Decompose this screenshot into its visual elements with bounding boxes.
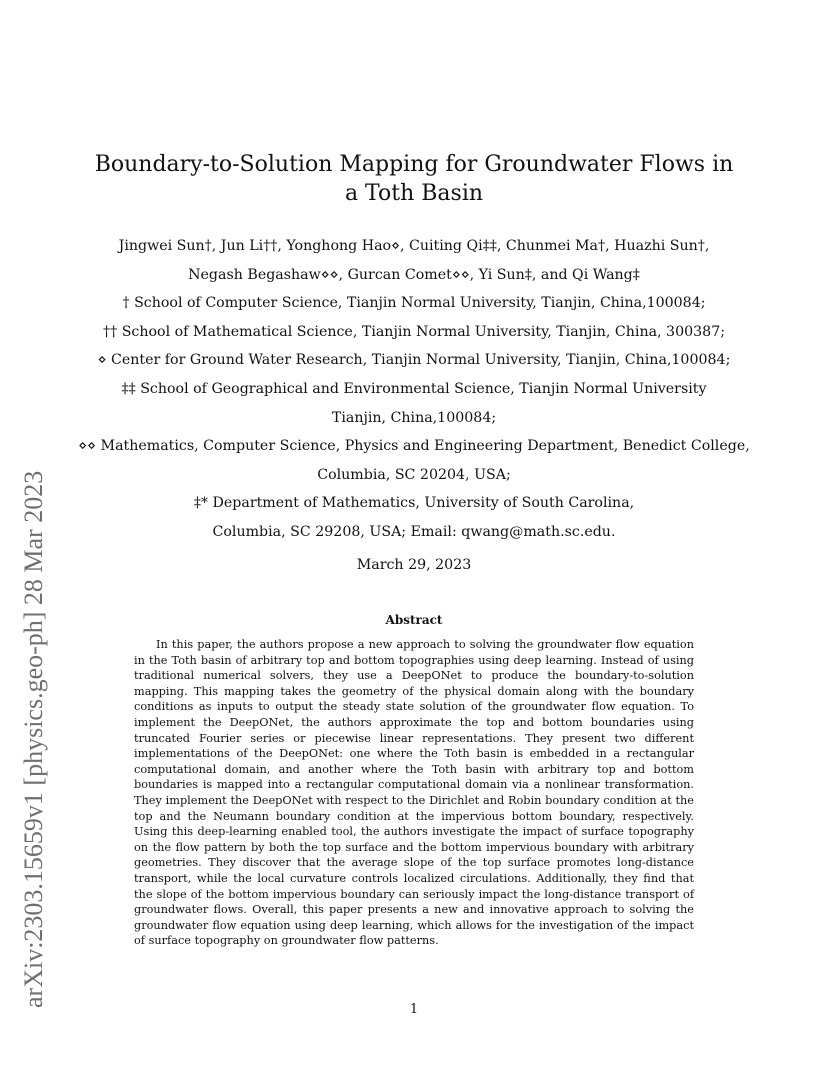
- front-matter: [70, 232, 758, 547]
- affiliation-line: †† School of Mathematical Science, Tianjin Normal University, Tianjin, China, 300387;: [103, 323, 725, 340]
- paper-date: March 29, 2023: [356, 557, 472, 573]
- abstract-text: In this paper, the authors propose a new approach to solving the groundwater flow equation in the Toth basin of arbitrary top and bottom topographies using deep learning. Instead of using traditional numerical solvers, they use a DeepONet to produce the boundary-to-solution mapping. This mapping takes the geometry of the physical domain along with the boundary conditions as inputs to output the steady state solution of the groundwater flow equation. To implement the DeepONet, the authors approximate the top and bottom boundaries using truncated Fourier series or piecewise linear representations. They present two different implementations of the DeepONet: one where the Toth basin is embedded in a rectangular computational domain, and another where the Toth basin with arbitrary top and bottom boundaries is mapped into a rectangular computational domain via a nonlinear transformation. They implement the DeepONet with respect to the Dirichlet and Robin boundary condition at the top and the Neumann boundary condition at the impervious bottom boundary, respectively. Using this deep-learning enabled tool, the authors investigate the impact of surface topography on the flow pattern by both the top surface and the bottom impervious boundary with arbitrary geometries. They discover that the average slope of the top surface promotes long-distance transport, while the local curvature controls localized circulations. Additionally, they find that the slope of the bottom impervious boundary can seriously impact the long-distance transport of groundwater flows. Overall, this paper presents a new and innovative approach to solving the groundwater flow equation using deep learning, which allows for the investigation of the impact of surface topography on groundwater flow patterns.: [134, 638, 694, 948]
- affiliation-line: ⋄ Center for Ground Water Research, Tianjin Normal University, Tianjin, China,100084;: [97, 352, 731, 369]
- affiliation-line: ‡‡ School of Geographical and Environmental Science, Tianjin Normal University: [121, 380, 707, 397]
- affiliation-line: ‡* Department of Mathematics, University of South Carolina,: [193, 495, 635, 512]
- affiliation-line: Tianjin, China,100084;: [331, 409, 497, 426]
- affiliation-line: Columbia, SC 29208, USA; Email: qwang@math.sc.edu.: [212, 523, 616, 540]
- arxiv-side-stamp: arXiv:2303.15659v1 [physics.geo-ph] 28 Mar 2023: [19, 470, 48, 1008]
- abstract-heading: Abstract: [385, 613, 443, 627]
- author-line: Jingwei Sun†, Jun Li††, Yonghong Hao⋄, Cuiting Qi‡‡, Chunmei Ma†, Huazhi Sun†,: [118, 238, 710, 254]
- affiliation-line: ⋄⋄ Mathematics, Computer Science, Physics and Engineering Department, Benedict College,: [78, 438, 750, 455]
- affiliation-line: † School of Computer Science, Tianjin Normal University, Tianjin, China,100084;: [122, 295, 706, 312]
- author-line: Negash Begashaw⋄⋄, Gurcan Comet⋄⋄, Yi Sun‡, and Qi Wang‡: [188, 266, 640, 283]
- paper-title: Boundary-to-Solution Mapping for Groundwater Flows in a Toth Basin: [94, 152, 734, 206]
- affiliation-line: Columbia, SC 20204, USA;: [317, 466, 511, 483]
- page-number: 1: [409, 1002, 419, 1017]
